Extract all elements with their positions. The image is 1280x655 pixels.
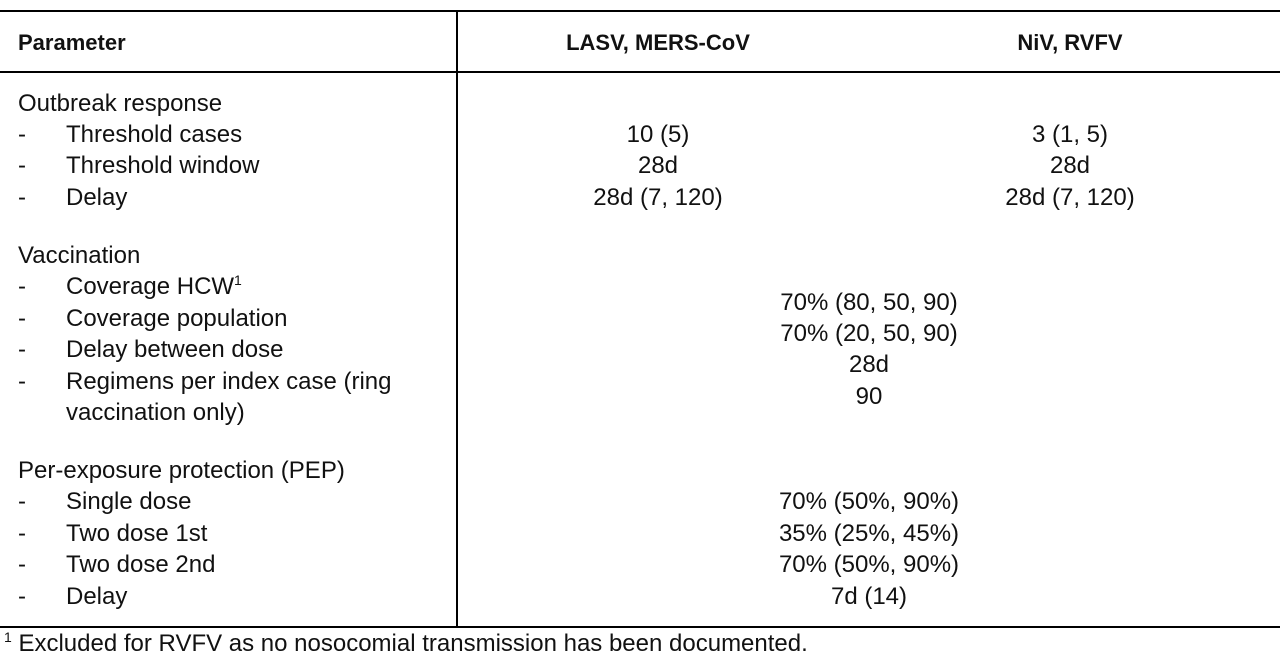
row-label: Delay between dose [66,336,284,363]
row-label: Coverage population [66,305,288,332]
row-label: Delay [66,184,128,211]
row-dash: - [18,184,26,211]
row-dash: - [18,273,26,300]
header-parameter: Parameter [18,30,126,55]
row-label-text: Coverage HCW [66,273,235,300]
header-bottom-rule [0,71,1280,73]
section-outbreak-title: Outbreak response [18,90,223,117]
header-col1: LASV, MERS-CoV [566,30,750,55]
row-label: Threshold window [66,152,260,179]
cell-col2: 28d [1049,152,1091,179]
row-label [66,271,242,303]
cell-merged: 70% (50%, 90%) [778,488,960,515]
row-dash: - [18,368,26,395]
section-pep-title: Per-exposure protection (PEP) [18,457,345,484]
cell-merged: 70% (80, 50, 90) [780,289,958,316]
row-dash: - [18,551,26,578]
cell-col1: 28d (7, 120) [593,184,723,211]
row-label: Single dose [66,488,192,515]
row-dash: - [18,488,26,515]
row-label: Threshold cases [66,121,243,148]
cell-col2: 28d (7, 120) [1005,184,1135,211]
row-dash: - [18,520,26,547]
footnote [4,628,808,655]
row-label-cont: vaccination only) [66,399,245,426]
section-vaccination-title: Vaccination [18,242,141,269]
cell-col1: 28d [637,152,679,179]
row-dash: - [18,305,26,332]
row-label: Two dose 2nd [66,551,216,578]
footnote-number: 1 [4,629,12,645]
row-label: Two dose 1st [66,520,208,547]
cell-merged: 90 [855,383,883,410]
cell-col2: 3 (1, 5) [1031,121,1109,148]
row-dash: - [18,152,26,179]
footnote-marker: 1 [234,272,242,288]
cell-merged: 35% (25%, 45%) [778,520,960,547]
footnote-text: Excluded for RVFV as no nosocomial transmission has been documented. [11,630,808,655]
row-dash: - [18,336,26,363]
row-dash: - [18,583,26,610]
cell-merged: 70% (50%, 90%) [778,551,960,578]
cell-col1: 10 (5) [626,121,690,148]
row-label: Delay [66,583,128,610]
cell-merged: 70% (20, 50, 90) [780,320,958,347]
row-label: Regimens per index case (ring [66,368,392,395]
table-top-rule [0,10,1280,12]
row-dash: - [18,121,26,148]
header-col2: NiV, RVFV [1017,30,1123,55]
cell-merged: 28d [848,351,890,378]
cell-merged: 7d (14) [830,583,908,610]
